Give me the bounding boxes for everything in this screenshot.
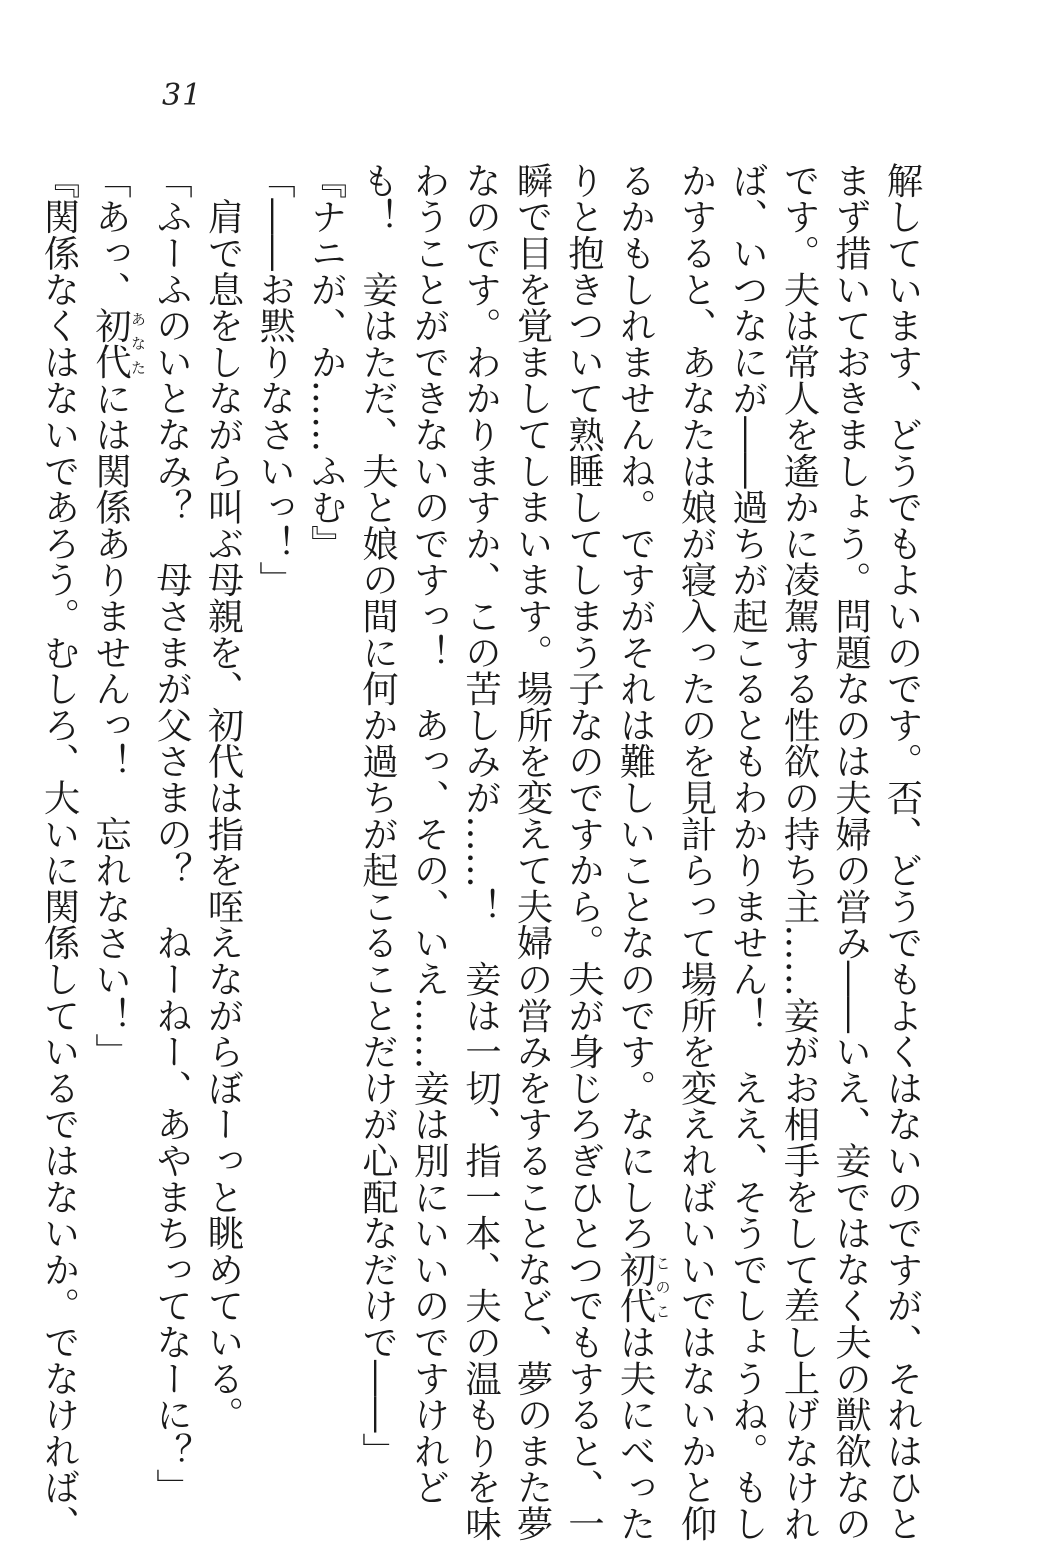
text-line: 『関係なくはないであろう。むしろ、大いに関係しているではないか。でなければ、 (38, 162, 81, 1541)
text-line: 「――お黙りなさいっ！」 (253, 162, 297, 598)
text-line-with-ruby (610, 162, 672, 1541)
text-line: も！ 妾はただ、夫と娘の間に何か過ちが起こることだけが心配なだけで――」 (356, 162, 400, 1469)
text-segment: は夫にべった (614, 1323, 657, 1541)
page-number: 31 (162, 78, 203, 113)
text-line: 肩で息をしながら叫ぶ母親を、初代は指を咥えながらぼーっと眺めている。 (202, 162, 245, 1433)
ruby-annotation (614, 1251, 672, 1324)
vertical-text-body (38, 162, 928, 1541)
text-line: わうことができないのですっ！ あっ、その、いえ……妾は別にいいのですけれど (408, 162, 451, 1506)
text-line: 「ふーふのいとなみ？ 母さまが父さまの？ ねーねー、あやまちってなーに？」 (150, 162, 194, 1506)
text-line: です。夫は常人を遙かに凌駕する性欲の持ち主……妾がお相手をして差し上げなけれ (778, 162, 821, 1541)
ruby-base: 初代 (89, 307, 133, 380)
text-line: りと抱きついて熟睡してしまう子なのですから。夫が身じろぎひとつでもすると、一 (562, 162, 606, 1541)
text-line-with-ruby (85, 162, 146, 1342)
text-line: なのです。わかりますか、この苦しみが……！ 妾は一切、指一本、夫の温もりを味 (459, 162, 503, 1541)
text-line: 解しています、どうでもよいのです。否、どうでもよくはないのですが、それはひと (881, 162, 924, 1541)
text-segment: るかもしれませんね。ですがそれは難しいことなのです。なにしろ (614, 162, 657, 1251)
text-line: かすると、あなたは娘が寝入ったのを見計らって場所を変えればいいではないかと仰 (675, 162, 718, 1541)
ruby-reading: あなた (129, 307, 147, 380)
text-line: ば、いつなにが――過ちが起こるともわかりません！ ええ、そうでしょうね。もし (726, 162, 770, 1541)
text-segment: 「あっ、 (89, 162, 133, 308)
ruby-annotation (89, 307, 147, 380)
text-line: 瞬で目を覚ましてしまいます。場所を変えて夫婦の営みをすることなど、夢のまた夢 (511, 162, 554, 1541)
text-line: 『ナニが、か……ふむ』 (305, 162, 348, 562)
ruby-reading: このこ (653, 1251, 672, 1324)
text-segment: には関係ありませんっ！ 忘れなさい！」 (89, 379, 133, 1070)
ruby-base: 初代 (614, 1251, 657, 1324)
text-line: まず措いておきましょう。問題なのは夫婦の営み――いえ、妾ではなく夫の獣欲なの (829, 162, 873, 1541)
